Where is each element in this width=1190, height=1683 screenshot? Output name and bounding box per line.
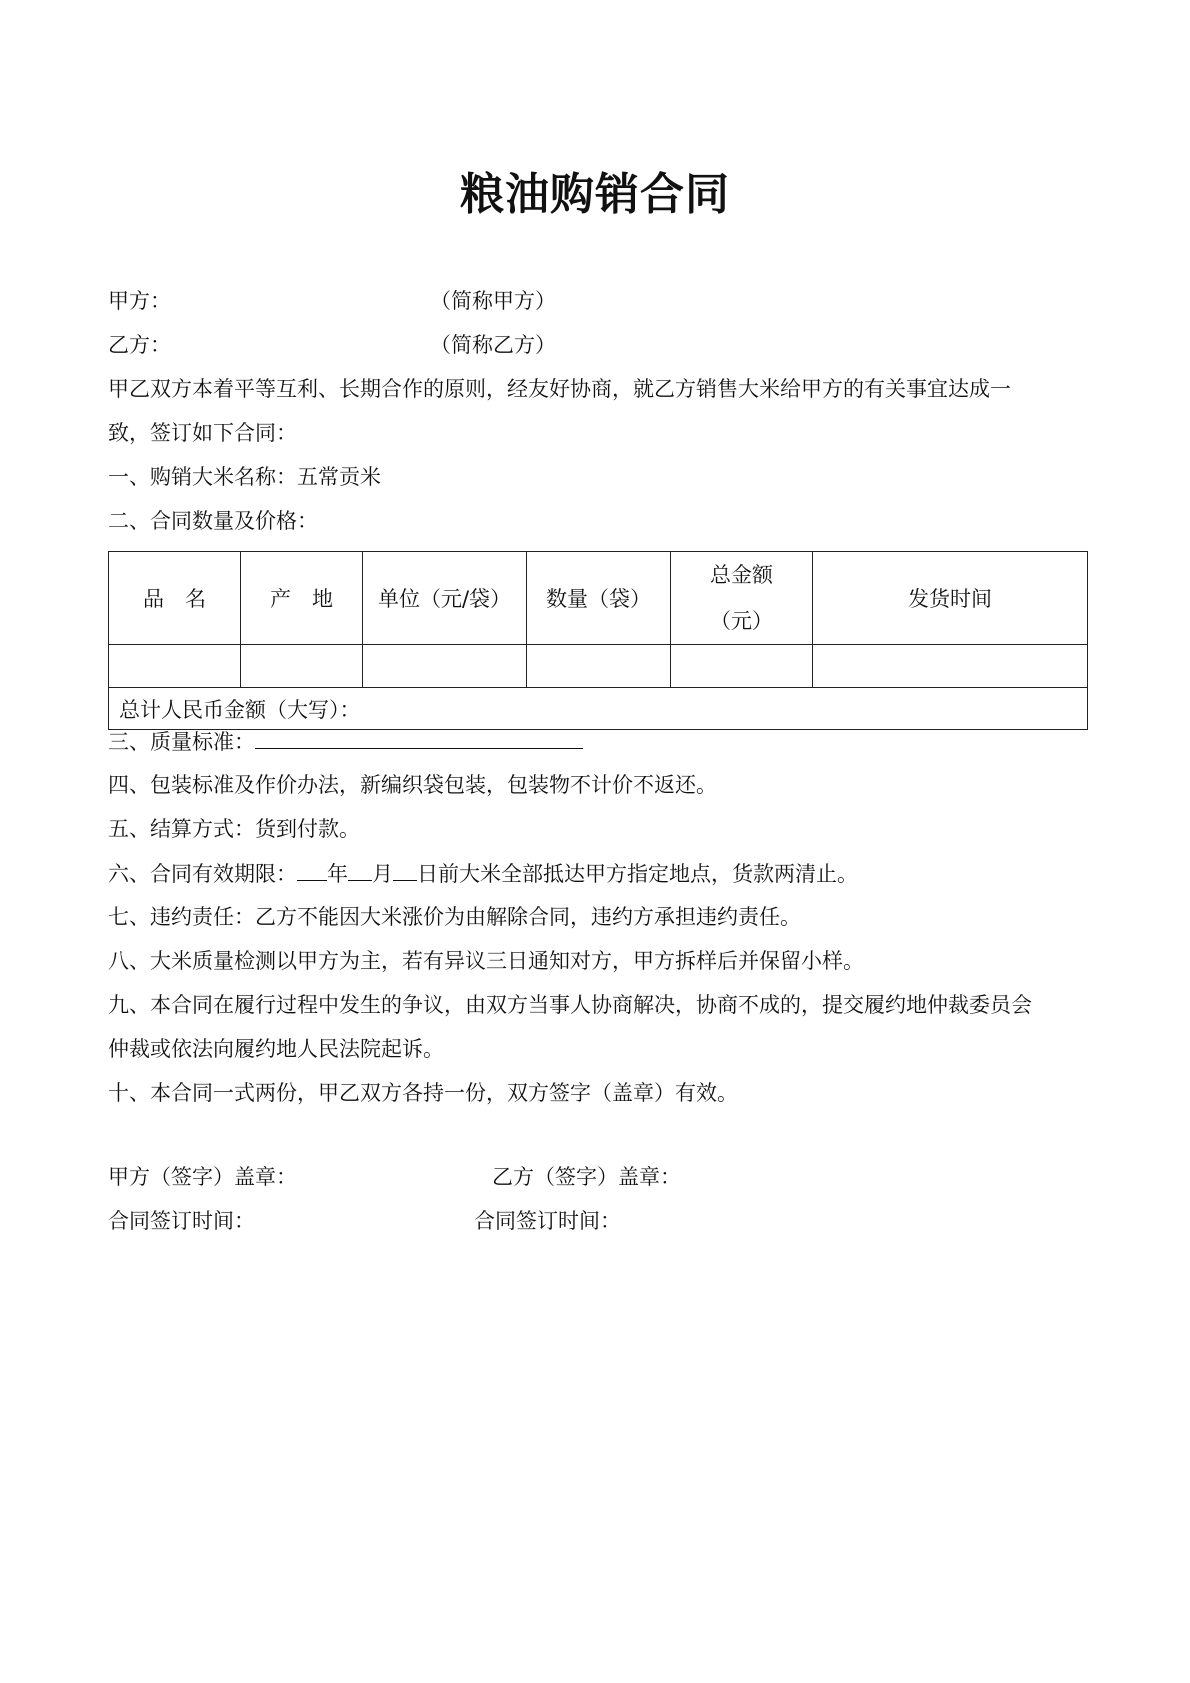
quality-standard-blank — [255, 726, 583, 749]
clause-9-line-2: 仲裁或依法向履约地人民法院起诉。 — [108, 1037, 444, 1061]
price-table — [108, 551, 1088, 730]
table-cell — [671, 645, 813, 688]
header-origin: 产 地 — [241, 552, 363, 645]
total-amount-label: 总计人民币金额（大写）： — [109, 688, 1088, 730]
header-total-amount-label: 总金额 — [710, 563, 773, 587]
clause-6-suffix: 日前大米全部抵达甲方指定地点，货款两清止。 — [417, 862, 858, 886]
party-a-label: 甲方： — [108, 289, 171, 313]
table-cell — [813, 645, 1088, 688]
clause-3 — [108, 726, 583, 757]
header-ship-time: 发货时间 — [813, 552, 1088, 645]
document-title: 粮油购销合同 — [460, 169, 730, 220]
clause-6-month: 月 — [372, 862, 393, 886]
clause-8: 八、大米质量检测以甲方为主，若有异议三日通知对方，甲方拆样后并保留小样。 — [108, 949, 864, 973]
header-total-amount-unit: （元） — [710, 609, 773, 633]
clause-3-label: 三、质量标准： — [108, 730, 255, 754]
table-total-row — [109, 688, 1088, 730]
clause-6 — [108, 858, 858, 889]
clause-10: 十、本合同一式两份，甲乙双方各持一份，双方签字（盖章）有效。 — [108, 1081, 738, 1105]
clause-2: 二、合同数量及价格： — [108, 509, 318, 533]
party-b-abbr: （简称乙方） — [430, 333, 556, 357]
table-row — [109, 645, 1088, 688]
table-cell — [527, 645, 671, 688]
day-blank — [393, 858, 417, 881]
party-a-sign-date: 合同签订时间： — [108, 1209, 255, 1233]
table-cell — [109, 645, 241, 688]
table-header-row — [109, 552, 1088, 645]
clause-7: 七、违约责任：乙方不能因大米涨价为由解除合同，违约方承担违约责任。 — [108, 905, 801, 929]
clause-5: 五、结算方式：货到付款。 — [108, 817, 360, 841]
intro-line-2: 致，签订如下合同： — [108, 421, 297, 445]
clause-9-line-1: 九、本合同在履行过程中发生的争议，由双方当事人协商解决，协商不成的，提交履约地仲裁委员会 — [108, 993, 1032, 1017]
clause-6-prefix: 六、合同有效期限： — [108, 862, 297, 886]
header-quantity: 数量（袋） — [527, 552, 671, 645]
intro-line-1: 甲乙双方本着平等互利、长期合作的原则，经友好协商，就乙方销售大米给甲方的有关事宜达成一 — [108, 377, 1011, 401]
party-b-label: 乙方： — [108, 333, 171, 357]
table-cell — [363, 645, 527, 688]
party-b-signature: 乙方（签字）盖章： — [492, 1165, 681, 1189]
header-product-name: 品 名 — [109, 552, 241, 645]
party-b-sign-date: 合同签订时间： — [474, 1209, 621, 1233]
header-total-amount — [671, 552, 813, 645]
party-b-line — [108, 330, 556, 360]
party-a-line — [108, 286, 556, 316]
clause-4: 四、包装标准及作价办法，新编织袋包装，包装物不计价不返还。 — [108, 773, 717, 797]
party-a-abbr: （简称甲方） — [430, 289, 556, 313]
header-unit-price: 单位（元/袋） — [363, 552, 527, 645]
clause-1: 一、购销大米名称：五常贡米 — [108, 465, 381, 489]
year-blank — [297, 858, 327, 881]
month-blank — [348, 858, 372, 881]
clause-6-year: 年 — [327, 862, 348, 886]
party-a-signature: 甲方（签字）盖章： — [108, 1165, 297, 1189]
table-cell — [241, 645, 363, 688]
